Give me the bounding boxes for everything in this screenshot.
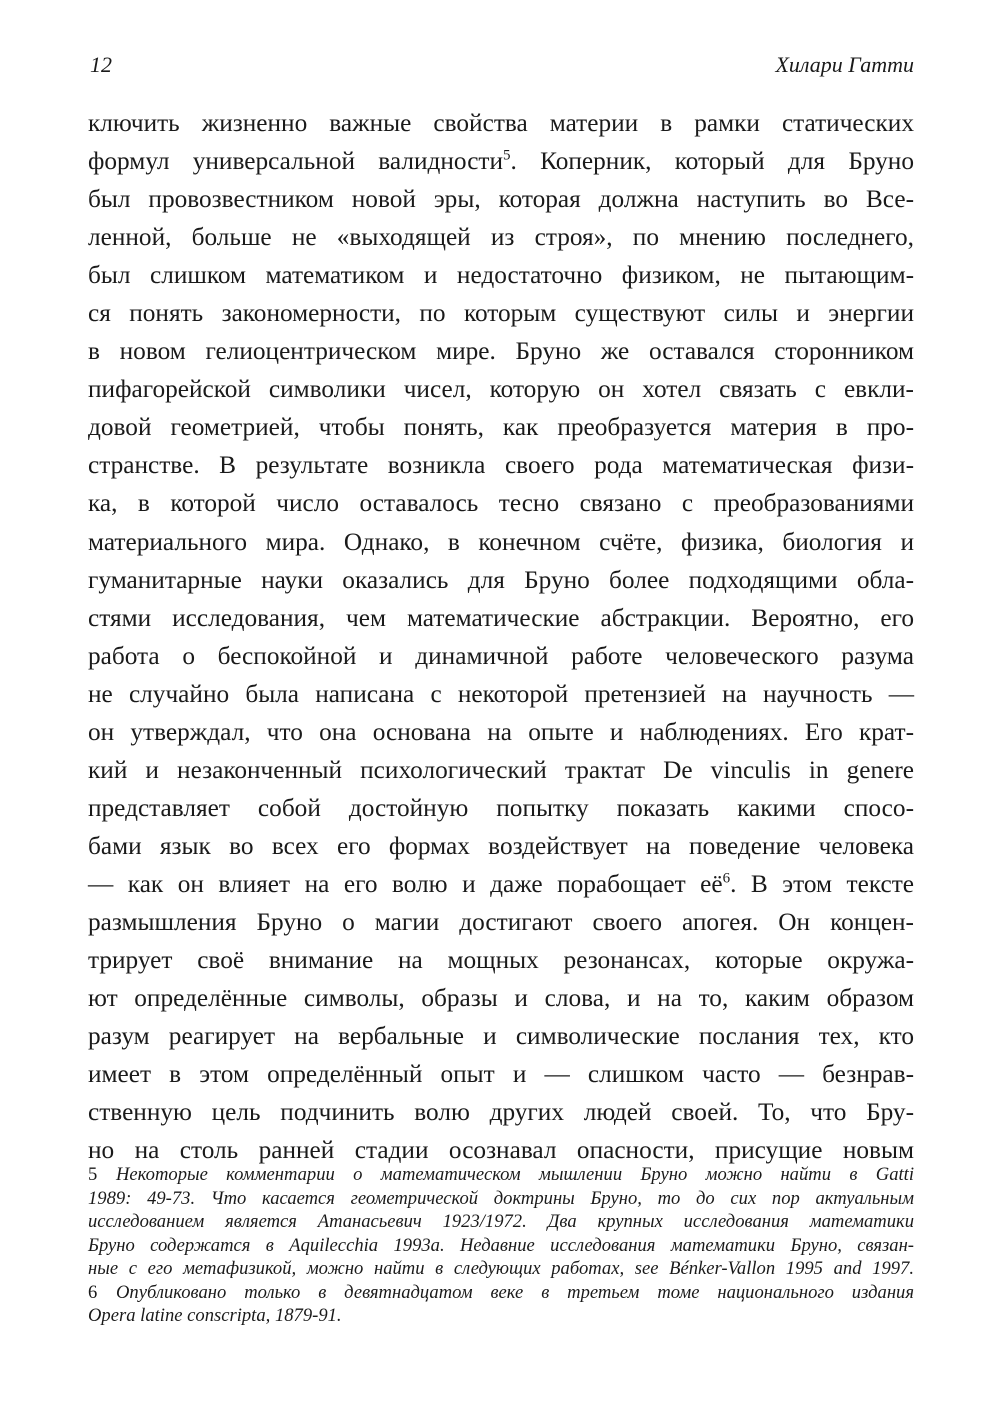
text-line: представляет собой достойную попытку показать какими спосо- bbox=[88, 793, 914, 822]
text-line: разум реагирует на вербальные и символические послания тех, кто bbox=[88, 1022, 914, 1051]
footnote-ref-5[interactable]: 5 bbox=[503, 147, 511, 164]
text-line bbox=[88, 865, 914, 903]
text-line: ственную цель подчинить волю других людей своей. То, что Бру- bbox=[88, 1098, 914, 1127]
text-segment: формул универсальной валидности bbox=[88, 147, 504, 176]
text-line: в новом гелиоцентрическом мире. Бруно же оставался сторонником bbox=[88, 337, 914, 366]
footnote-text: Некоторые комментарии о математическом мышлении Бруно можно найти в Gatti bbox=[116, 1164, 914, 1185]
text-line: работа о беспокойной и динамичной работе человеческого разума bbox=[88, 641, 914, 670]
footnote-number: 5 bbox=[88, 1164, 98, 1185]
footnote-5-line bbox=[88, 1163, 914, 1187]
text-line: ленной, больше не «выходящей из строя», по мнению последнего, bbox=[88, 223, 914, 252]
text-line: пифагорейской символики чисел, которую он хотел связать с евкли- bbox=[88, 375, 914, 404]
text-segment: — как он влияет на его волю и даже порабощает её bbox=[88, 869, 723, 898]
text-line: трирует своё внимание на мощных резонансах, которые окружа- bbox=[88, 946, 914, 975]
text-line: ключить жизненно важные свойства материи в рамки статических bbox=[88, 109, 914, 137]
running-head-author: Хилари Гатти bbox=[775, 52, 914, 77]
footnotes bbox=[88, 1163, 914, 1328]
text-line: размышления Бруно о магии достигают своего апогея. Он концен- bbox=[88, 907, 914, 936]
main-text bbox=[88, 104, 914, 1169]
text-line: стями исследования, чем математические абстракции. Вероятно, его bbox=[88, 603, 914, 632]
text-line: не случайно была написана с некоторой претензией на научность — bbox=[88, 679, 914, 708]
text-line: ся понять закономерности, по которым существуют силы и энергии bbox=[88, 299, 914, 328]
text-line: кий и незаконченный психологический трактат De vinculis in genere bbox=[88, 755, 914, 784]
text-line: гуманитарные науки оказались для Бруно более подходящими обла- bbox=[88, 565, 914, 594]
text-line: довой геометрией, чтобы понять, как преобразуется материя в про- bbox=[88, 413, 914, 442]
text-line: был провозвестником новой эры, которая должна наступить во Все- bbox=[88, 185, 914, 214]
text-line: имеет в этом определённый опыт и — слишком часто — безнрав- bbox=[88, 1060, 914, 1089]
text-segment: . В этом тексте bbox=[730, 869, 914, 898]
footnote-5-line: исследованием является Атанасьевич 1923/1972. Два крупных исследования математики bbox=[88, 1211, 914, 1233]
text-line: ют определённые символы, образы и слова, и на то, каким образом bbox=[88, 984, 914, 1013]
footnote-6-line: Opera latine conscripta, 1879-91. bbox=[88, 1305, 342, 1327]
footnote-text: Опубликовано только в девятнадцатом веке в третьем томе национального издания bbox=[116, 1281, 914, 1303]
footnote-5-line: Бруно содержатся в Aquilecchia 1993a. Недавние исследования математики Бруно, связан- bbox=[88, 1234, 914, 1256]
text-line: ка, в которой число оставалось тесно связано с преобразованиями bbox=[88, 489, 914, 518]
text-segment: . Коперник, который для Бруно bbox=[510, 147, 914, 176]
text-line: был слишком математиком и недостаточно физиком, не пытающим- bbox=[88, 261, 914, 290]
footnote-5-line: 1989: 49-73. Что касается геометрической доктрины Бруно, то до сих пор актуальным bbox=[88, 1187, 914, 1209]
page-number: 12 bbox=[90, 52, 112, 77]
footnote-number: 6 bbox=[88, 1281, 98, 1303]
footnote-6-line bbox=[88, 1281, 914, 1305]
text-line bbox=[88, 142, 914, 180]
page-header bbox=[88, 52, 914, 82]
footnote-5-line: ные с его метафизикой, можно найти в следующих работах, see Bénker-Vallon 1995 and 1997. bbox=[88, 1258, 914, 1280]
book-page bbox=[88, 0, 914, 1418]
text-line: но на столь ранней стадии осознавал опасности, присущие новым bbox=[88, 1136, 914, 1165]
text-line: он утверждал, что она основана на опыте и наблюдениях. Его крат- bbox=[88, 717, 914, 746]
text-line: бами язык во всех его формах воздействует на поведение человека bbox=[88, 831, 914, 860]
text-line: странстве. В результате возникла своего рода математическая физи- bbox=[88, 451, 914, 480]
text-line: материального мира. Однако, в конечном счёте, физика, биология и bbox=[88, 527, 914, 556]
footnote-ref-6[interactable]: 6 bbox=[722, 870, 731, 887]
